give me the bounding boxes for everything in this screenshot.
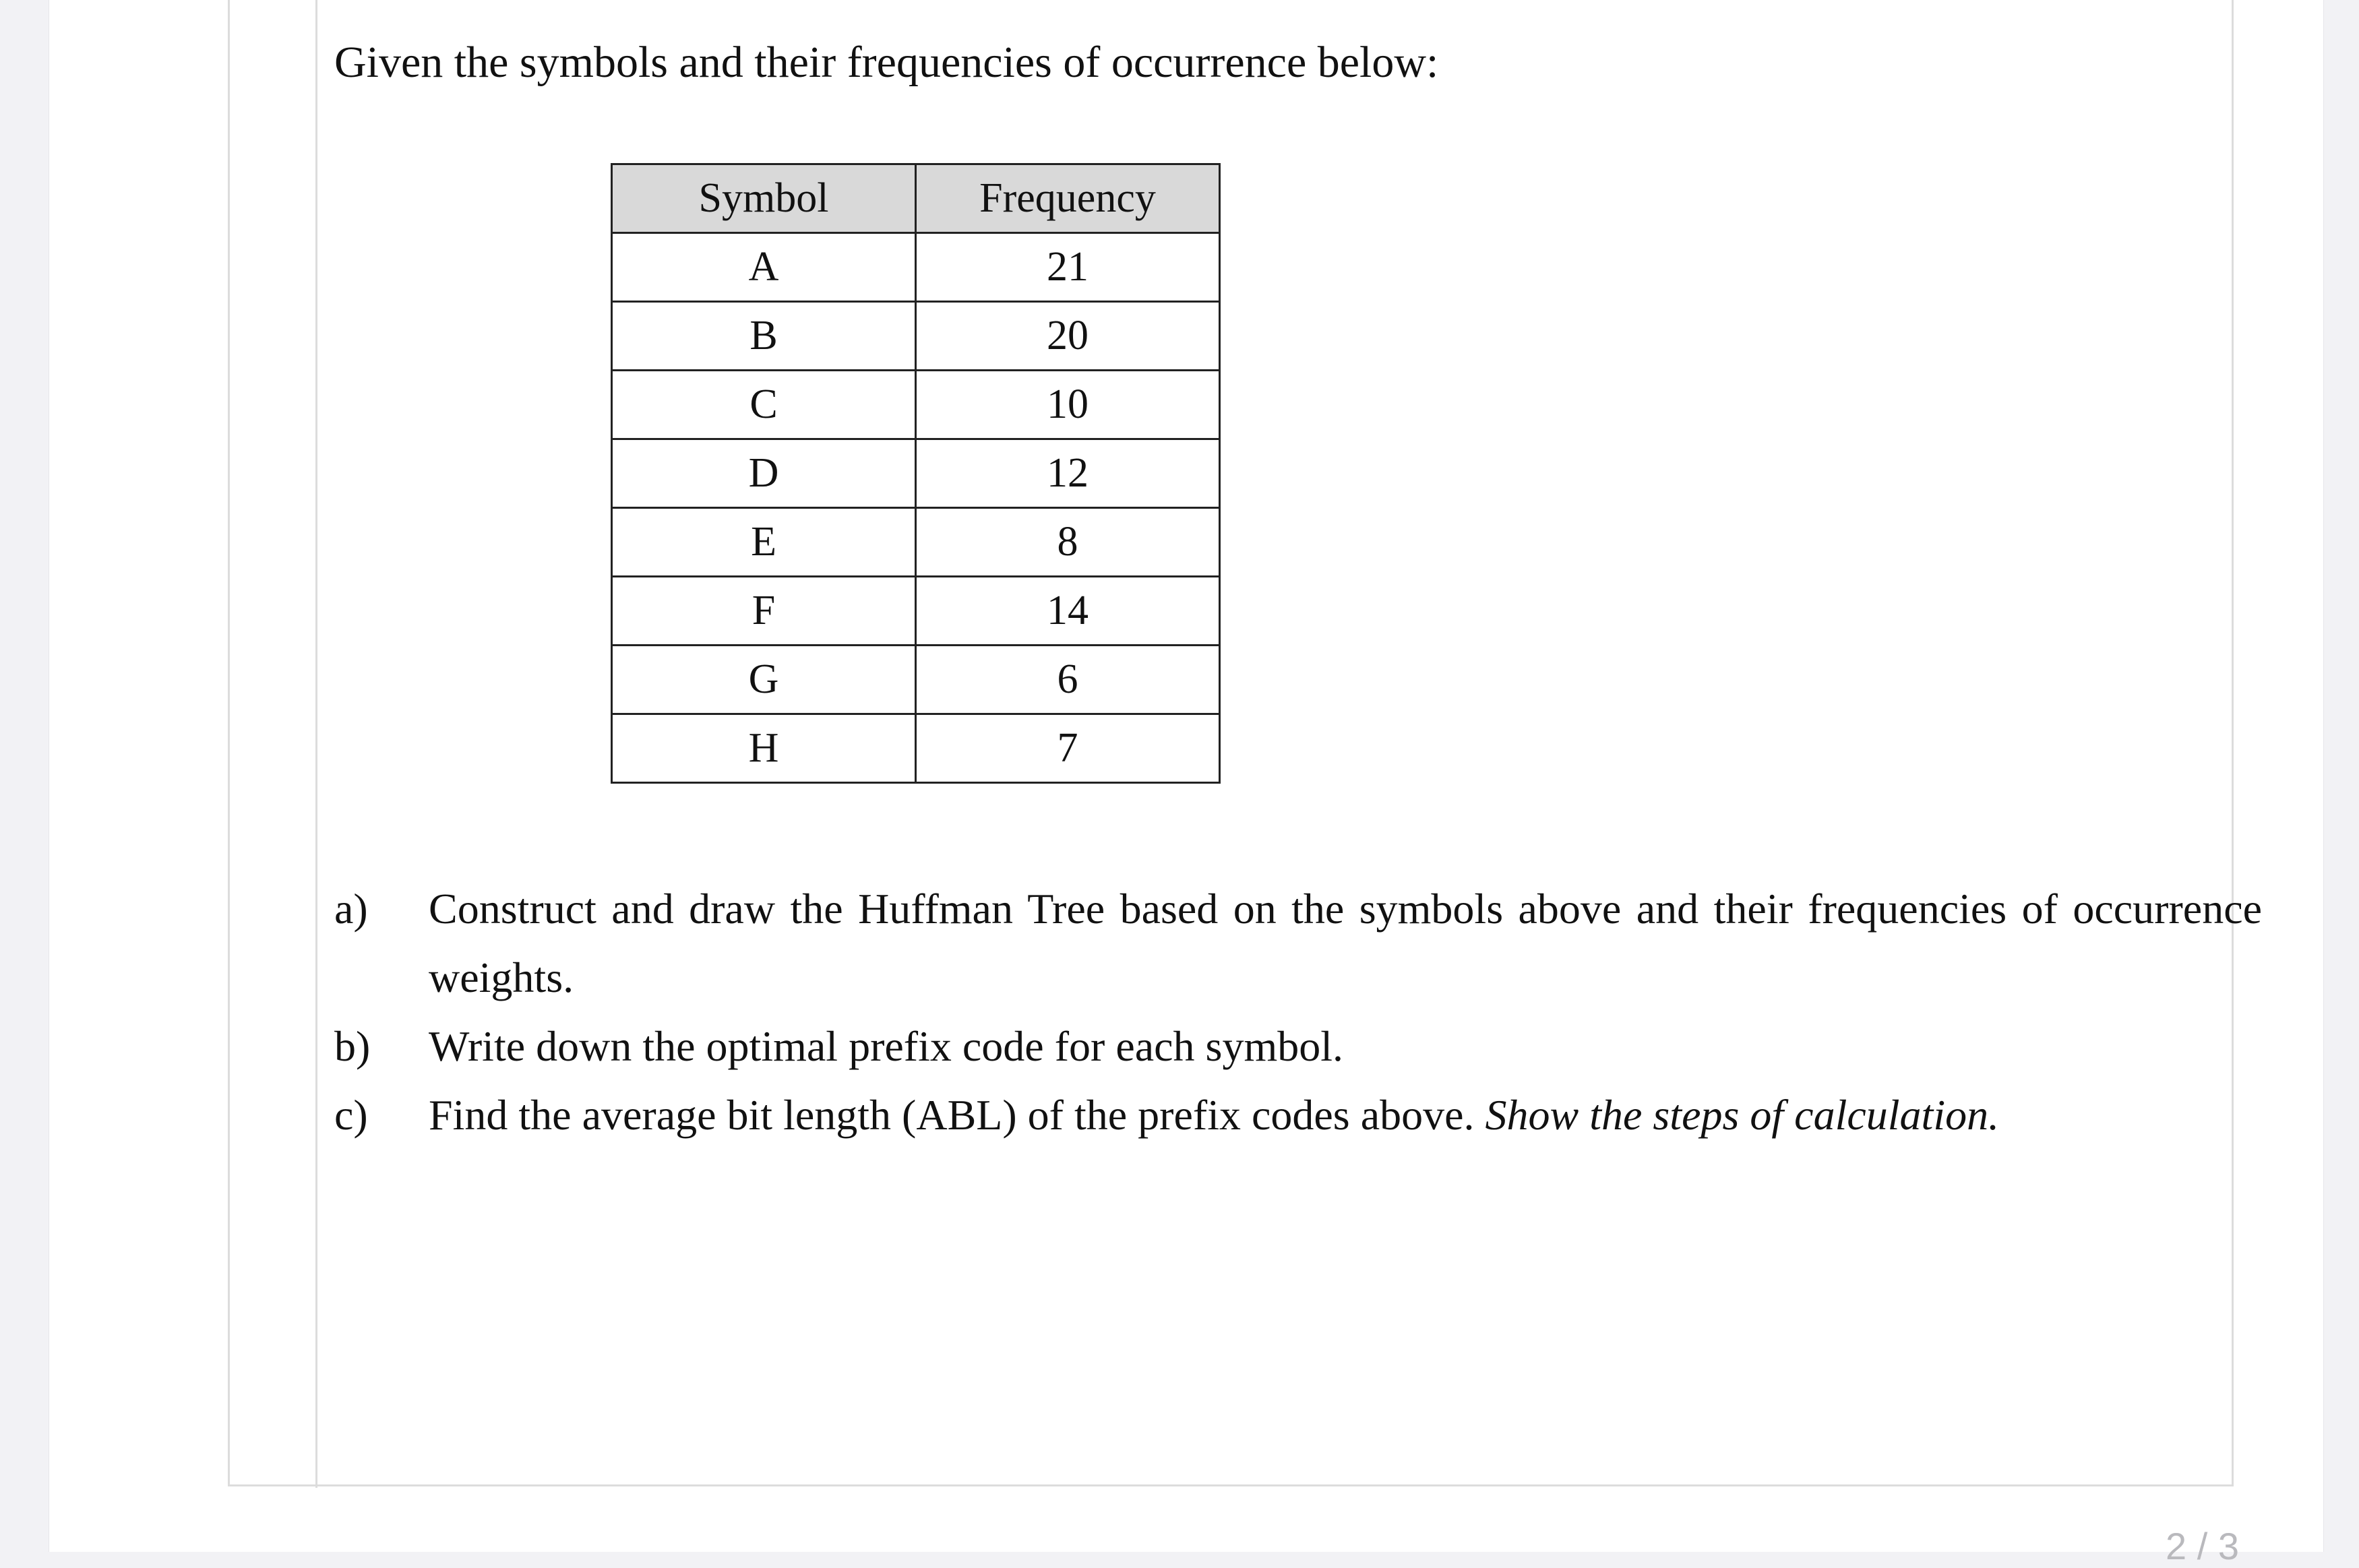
frequency-cell: 20 — [916, 302, 1220, 371]
question-text: Construct and draw the Huffman Tree based on the symbols above and their frequencies of occurrence weights. — [429, 885, 2262, 1001]
question-text: Write down the optimal prefix code for each symbol. — [429, 1022, 1343, 1070]
question-c — [334, 1081, 2262, 1150]
frequency-cell: 7 — [916, 714, 1220, 783]
margin-rule — [315, 0, 317, 1488]
table-row — [612, 577, 1220, 646]
table-row — [612, 233, 1220, 302]
header-frequency: Frequency — [916, 164, 1220, 233]
intro-text: Given the symbols and their frequencies of occurrence below: — [334, 38, 1439, 87]
table-row — [612, 714, 1220, 783]
question-label: b) — [334, 1022, 371, 1070]
table-row — [612, 302, 1220, 371]
frequency-cell: 8 — [916, 508, 1220, 577]
table-row — [612, 646, 1220, 714]
table-row — [612, 508, 1220, 577]
question-emphasis: Show the steps of calculation. — [1485, 1091, 2000, 1139]
frequency-cell: 14 — [916, 577, 1220, 646]
question-label: c) — [334, 1091, 368, 1139]
question-text-wrapper — [429, 1081, 2262, 1150]
question-b — [334, 1012, 2262, 1081]
content-frame — [228, 0, 2234, 1486]
symbol-cell: E — [612, 508, 916, 577]
symbol-cell: D — [612, 439, 916, 508]
table-header-row — [612, 164, 1220, 233]
symbol-cell: C — [612, 371, 916, 439]
frequency-cell: 21 — [916, 233, 1220, 302]
question-list — [334, 875, 2262, 1150]
frequency-cell: 10 — [916, 371, 1220, 439]
question-a — [334, 875, 2262, 1012]
frequency-table — [611, 163, 1221, 784]
symbol-cell: G — [612, 646, 916, 714]
question-text: Find the average bit length (ABL) of the prefix codes above. — [429, 1091, 1485, 1139]
question-label: a) — [334, 885, 368, 933]
frequency-cell: 6 — [916, 646, 1220, 714]
table-row — [612, 439, 1220, 508]
page-indicator: 2 / 3 — [2166, 1525, 2239, 1567]
header-symbol: Symbol — [612, 164, 916, 233]
symbol-cell: F — [612, 577, 916, 646]
document-page — [49, 0, 2324, 1552]
symbol-cell: A — [612, 233, 916, 302]
symbol-cell: H — [612, 714, 916, 783]
table-row — [612, 371, 1220, 439]
frequency-cell: 12 — [916, 439, 1220, 508]
symbol-cell: B — [612, 302, 916, 371]
